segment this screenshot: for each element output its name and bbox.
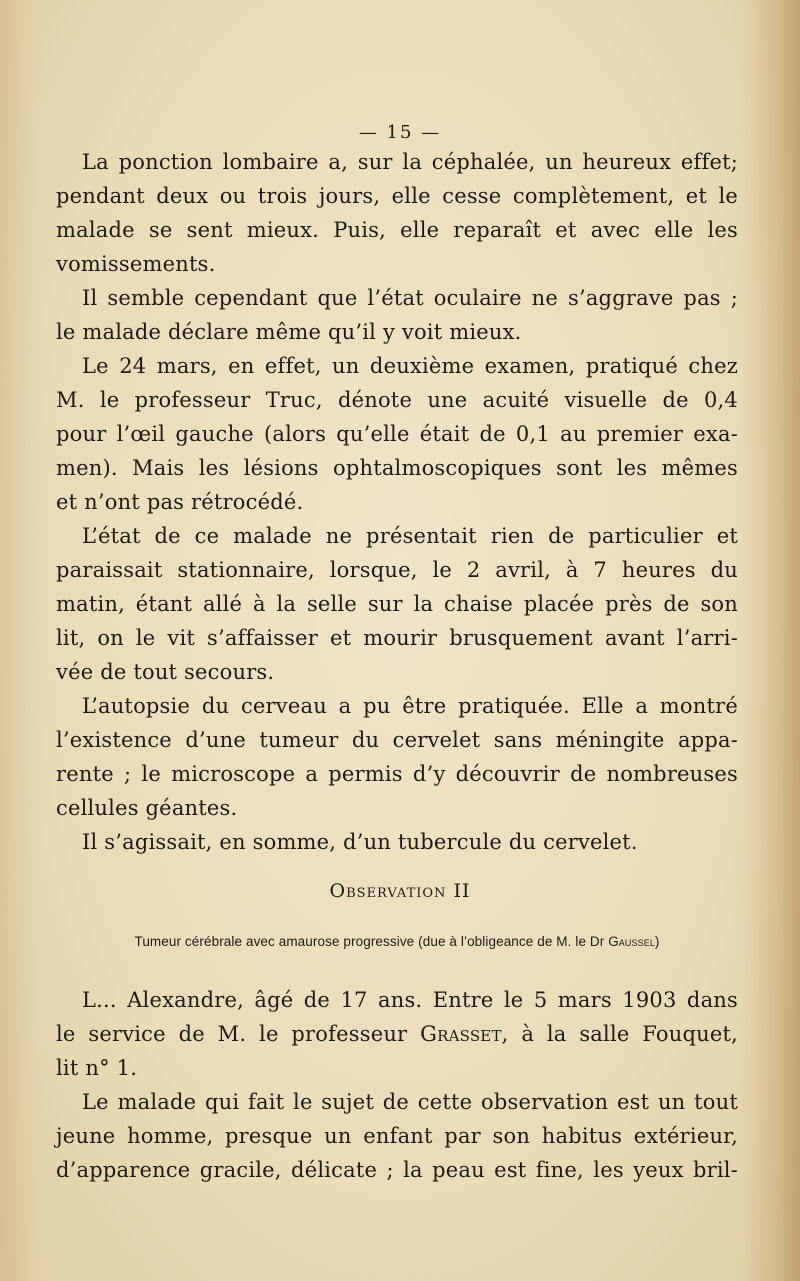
text-line: vée de tout secours. bbox=[56, 660, 275, 684]
text-line: matin, étant allé à la selle sur la chaise placée près de son bbox=[56, 592, 738, 616]
text-line: men). Mais les lésions ophtalmoscopiques sont les mêmes bbox=[56, 456, 738, 480]
text-line: M. le professeur Truc, dénote une acuité visuelle de 0,4 bbox=[56, 388, 738, 412]
text-line: La ponction lombaire a, sur la céphalée, un heureux effet; bbox=[82, 150, 738, 174]
text-span: , à la salle Fouquet, bbox=[501, 1022, 738, 1046]
text-line: Le malade qui fait le sujet de cette observation est un tout bbox=[82, 1090, 738, 1114]
text-line-closing: Il s’agissait, en somme, d’un tubercule du cervelet. bbox=[82, 830, 638, 854]
text-line: pour l’œil gauche (alors qu’elle était de 0,1 au premier exa- bbox=[56, 422, 738, 446]
observation-title: Observation II bbox=[329, 880, 471, 902]
page-shadow-right bbox=[740, 0, 800, 1281]
observation-subtitle bbox=[56, 934, 738, 949]
text-line: malade se sent mieux. Puis, elle reparaît et avec elle les bbox=[56, 218, 738, 242]
page-number: — 15 — bbox=[358, 122, 442, 143]
text-line: paraissait stationnaire, lorsque, le 2 avril, à 7 heures du bbox=[56, 558, 738, 582]
text-line bbox=[56, 1020, 738, 1048]
text-line: lit n° 1. bbox=[56, 1056, 138, 1080]
text-line: Il semble cependant que l’état oculaire ne s’aggrave pas ; bbox=[82, 286, 738, 310]
text-line: le malade déclare même qu’il y voit mieux. bbox=[56, 320, 522, 344]
professor-name: Grasset bbox=[420, 1022, 502, 1046]
subtitle-text: Tumeur cérébrale avec amaurose progressive (due à l’obligeance de M. le Dr bbox=[134, 934, 609, 949]
text-line: lit, on le vit s’affaisser et mourir brusquement avant l’arri- bbox=[56, 626, 738, 650]
subtitle-close: ) bbox=[654, 934, 660, 949]
text-line: cellules géantes. bbox=[56, 796, 238, 820]
text-line: L... Alexandre, âgé de 17 ans. Entre le 5 mars 1903 dans bbox=[82, 988, 738, 1012]
text-line: L’autopsie du cerveau a pu être pratiquée. Elle a montré bbox=[82, 694, 738, 718]
text-line: jeune homme, presque un enfant par son habitus extérieur, bbox=[56, 1124, 738, 1148]
subtitle-doctor-name: Gaussel bbox=[608, 934, 655, 949]
text-line: L’état de ce malade ne présentait rien de particulier et bbox=[82, 524, 738, 548]
text-line: vomissements. bbox=[56, 252, 216, 276]
text-line: rente ; le microscope a permis d’y découvrir de nombreuses bbox=[56, 762, 738, 786]
text-line: l’existence d’une tumeur du cervelet sans méningite appa- bbox=[56, 728, 738, 752]
text-line: et n’ont pas rétrocédé. bbox=[56, 490, 304, 514]
text-span: le service de M. le professeur bbox=[56, 1022, 421, 1046]
text-line: d’apparence gracile, délicate ; la peau est fine, les yeux bril- bbox=[56, 1158, 738, 1182]
text-line: Le 24 mars, en effet, un deuxième examen, pratiqué chez bbox=[82, 354, 738, 378]
text-line: pendant deux ou trois jours, elle cesse complètement, et le bbox=[56, 184, 738, 208]
page-shadow-left bbox=[0, 0, 40, 1281]
